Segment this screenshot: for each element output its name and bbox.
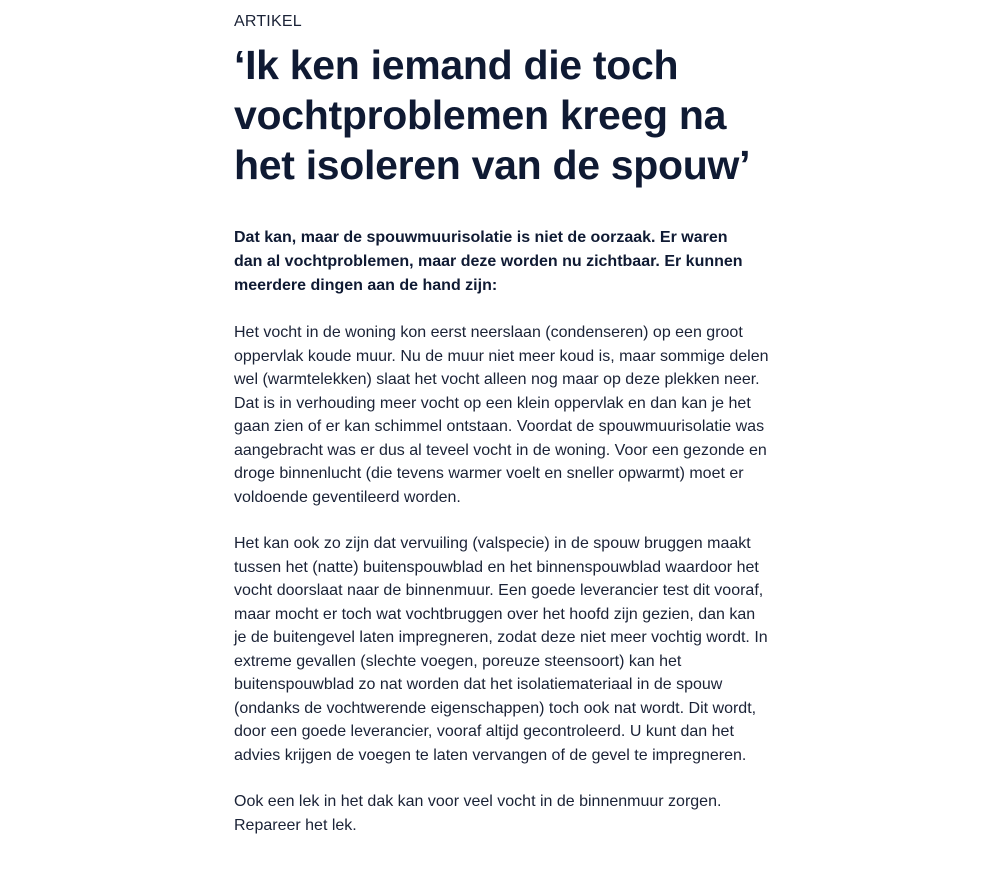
article-headline: ‘Ik ken iemand die toch vochtproblemen kreeg na het isoleren van de spouw’ [234,42,751,188]
article-kicker: ARTIKEL [234,13,302,30]
article-paragraph: Het kan ook zo zijn dat vervuiling (valspecie) in de spouw bruggen maakt tussen het (natte) buitenspouwblad en het binnenspouwblad waardoor het vocht doorslaat naar de binnenmuur. Een goede leverancier test dit vooraf, maar mocht er toch wat vochtbruggen over het hoofd zijn gezien, dan kan je de buitengevel laten impregneren, zodat deze niet meer vochtig wordt. In extreme gevallen (slechte voegen, poreuze steensoort) kan het buitenspouwblad zo nat worden dat het isolatiemateriaal in de spouw (ondanks de vochtwerende eigenschappen) toch ook nat wordt. Dit wordt, door een goede leverancier, vooraf altijd gecontroleerd. U kunt dan het advies krijgen de voegen te laten vervangen of de gevel te impregneren. [234,535,768,764]
article-intro: Dat kan, maar de spouwmuurisolatie is niet de oorzaak. Er waren dan al vochtproblemen, maar deze worden nu zichtbaar. Er kunnen meerdere dingen aan de hand zijn: [234,229,743,294]
article-paragraph: Ook een lek in het dak kan voor veel vocht in de binnenmuur zorgen. Repareer het lek. [234,793,722,834]
article [234,11,772,837]
article-paragraph: Het vocht in de woning kon eerst neerslaan (condenseren) op een groot oppervlak koude muur. Nu de muur niet meer koud is, maar sommige delen wel (warmtelekken) slaat het vocht alleen nog maar op deze plekken neer. Dat is in verhouding meer vocht op een klein oppervlak en dan kan je het gaan zien of er kan schimmel ontstaan. Voordat de spouwmuurisolatie was aangebracht was er dus al teveel vocht in de woning. Voor een gezonde en droge binnenlucht (die tevens warmer voelt en sneller opwarmt) moet er voldoende geventileerd worden. [234,324,769,506]
